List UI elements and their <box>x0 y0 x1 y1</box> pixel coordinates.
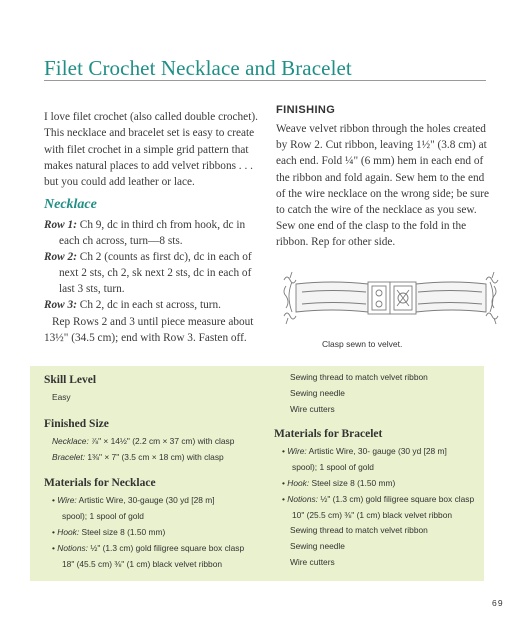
list-item: Sewing thread to match velvet ribbon <box>290 372 428 382</box>
size-bracelet-value: 1⅜" × 7" (3.5 cm × 18 cm) with clasp <box>87 451 224 462</box>
item-text: Steel size 8 (1.50 mm) <box>81 526 166 537</box>
item-label: Notions: <box>57 542 88 553</box>
list-item: • Wire: Artistic Wire, 30- gauge (30 yd [28 m] <box>282 446 447 457</box>
finishing-heading: FINISHING <box>276 104 336 116</box>
row-instruction <box>44 297 266 313</box>
list-item: Wire cutters <box>290 403 335 414</box>
size-necklace <box>44 434 268 450</box>
item-text: Artistic Wire, 30- gauge (30 yd [28 m] <box>308 446 447 457</box>
title-divider <box>44 80 486 81</box>
list-item-continuation: 18" (45.5 cm) ⅜" (1 cm) black velvet ribbon <box>62 558 223 569</box>
item-label: Wire: <box>287 446 307 457</box>
size-bracelet <box>44 450 268 466</box>
row-text: Ch 2 (counts as first dc), dc in each of next 2 sts, ch 2, sk next 2 sts, dc in each of last 3 sts, turn. <box>59 251 252 296</box>
list-item-continuation: 10" (25.5 cm) ⅜" (1 cm) black velvet ribbon <box>292 509 453 520</box>
necklace-materials-heading: Materials for Necklace <box>44 477 156 490</box>
item-text: ½" (1.3 cm) gold filigree square box clasp <box>90 542 245 553</box>
necklace-heading: Necklace <box>44 197 97 212</box>
list-item: Sewing thread to match velvet ribbon <box>290 525 428 536</box>
row-label: Row 2: <box>44 251 77 264</box>
row-label: Row 3: <box>44 299 77 312</box>
item-label: Wire: <box>57 495 77 506</box>
list-item-continuation: spool); 1 spool of gold <box>292 462 374 473</box>
page-number: 69 <box>492 598 504 608</box>
item-label: Hook: <box>57 526 80 537</box>
skill-level-heading: Skill Level <box>44 374 97 386</box>
list-item: • Notions: ½" (1.3 cm) gold filigree square box clasp <box>52 542 245 553</box>
row-text: Ch 9, dc in third ch from hook, dc in each ch across, turn—8 sts. <box>59 219 246 248</box>
necklace-instructions <box>44 217 266 346</box>
list-item: • Wire: Artistic Wire, 30-gauge (30 yd [28 m] <box>52 495 215 506</box>
size-necklace-label: Necklace: <box>52 435 89 446</box>
finishing-text: Weave velvet ribbon through the holes created by Row 2. Cut ribbon, leaving 1½" (3.8 cm) at each end. Fold ¼" (6 mm) hem in each end of the ribbon and fold again. Sew hem to the end of the wire necklace on the wrong side; be sure to catch the wire of the necklace as you sew. Sew one end of the clasp to the fold in the ribbon. Rep for other side. <box>276 123 489 249</box>
list-item: • Hook: Steel size 8 (1.50 mm) <box>282 477 396 488</box>
list-item: Wire cutters <box>290 556 335 567</box>
item-text: ½" (1.3 cm) gold filigree square box clasp <box>320 493 475 504</box>
repeat-note: Rep Rows 2 and 3 until piece measure about 13½" (34.5 cm); end with Row 3. Fasten off. <box>44 315 254 344</box>
materials-left-column <box>44 374 268 572</box>
illustration-caption: Clasp sewn to velvet. <box>322 339 403 349</box>
skill-level-value: Easy <box>52 392 71 402</box>
row-instruction <box>44 217 266 249</box>
page-title: Filet Crochet Necklace and Bracelet <box>44 56 352 80</box>
list-item-continuation: spool); 1 spool of gold <box>62 511 144 522</box>
bracelet-materials-heading: Materials for Bracelet <box>274 428 383 441</box>
row-text: Ch 2, dc in each st across, turn. <box>79 299 221 312</box>
item-text: Steel size 8 (1.50 mm) <box>311 477 396 488</box>
list-item: Sewing needle <box>290 541 345 552</box>
clasp-illustration <box>282 262 500 332</box>
item-text: Artistic Wire, 30-gauge (30 yd [28 m] <box>78 495 215 506</box>
materials-right-column <box>274 370 494 571</box>
size-bracelet-label: Bracelet: <box>52 451 86 462</box>
item-label: Notions: <box>287 493 318 504</box>
finished-size-heading: Finished Size <box>44 417 109 430</box>
row-label: Row 1: <box>44 219 77 231</box>
list-item: Sewing needle <box>290 387 345 398</box>
materials-box <box>30 366 484 581</box>
size-necklace-value: ⅞" × 14½" (2.2 cm × 37 cm) with clasp <box>91 435 235 446</box>
list-item: • Notions: ½" (1.3 cm) gold filigree square box clasp <box>282 493 475 504</box>
list-item: • Hook: Steel size 8 (1.50 mm) <box>52 526 166 537</box>
item-label: Hook: <box>287 477 310 488</box>
row-instruction <box>44 249 266 297</box>
intro-paragraph: I love filet crochet (also called double crochet). This necklace and bracelet set is easy to create with filet crochet in a simple grid pattern that makes natural places to add velvet ribbons . . . but you could add leather or lace. <box>44 111 258 189</box>
